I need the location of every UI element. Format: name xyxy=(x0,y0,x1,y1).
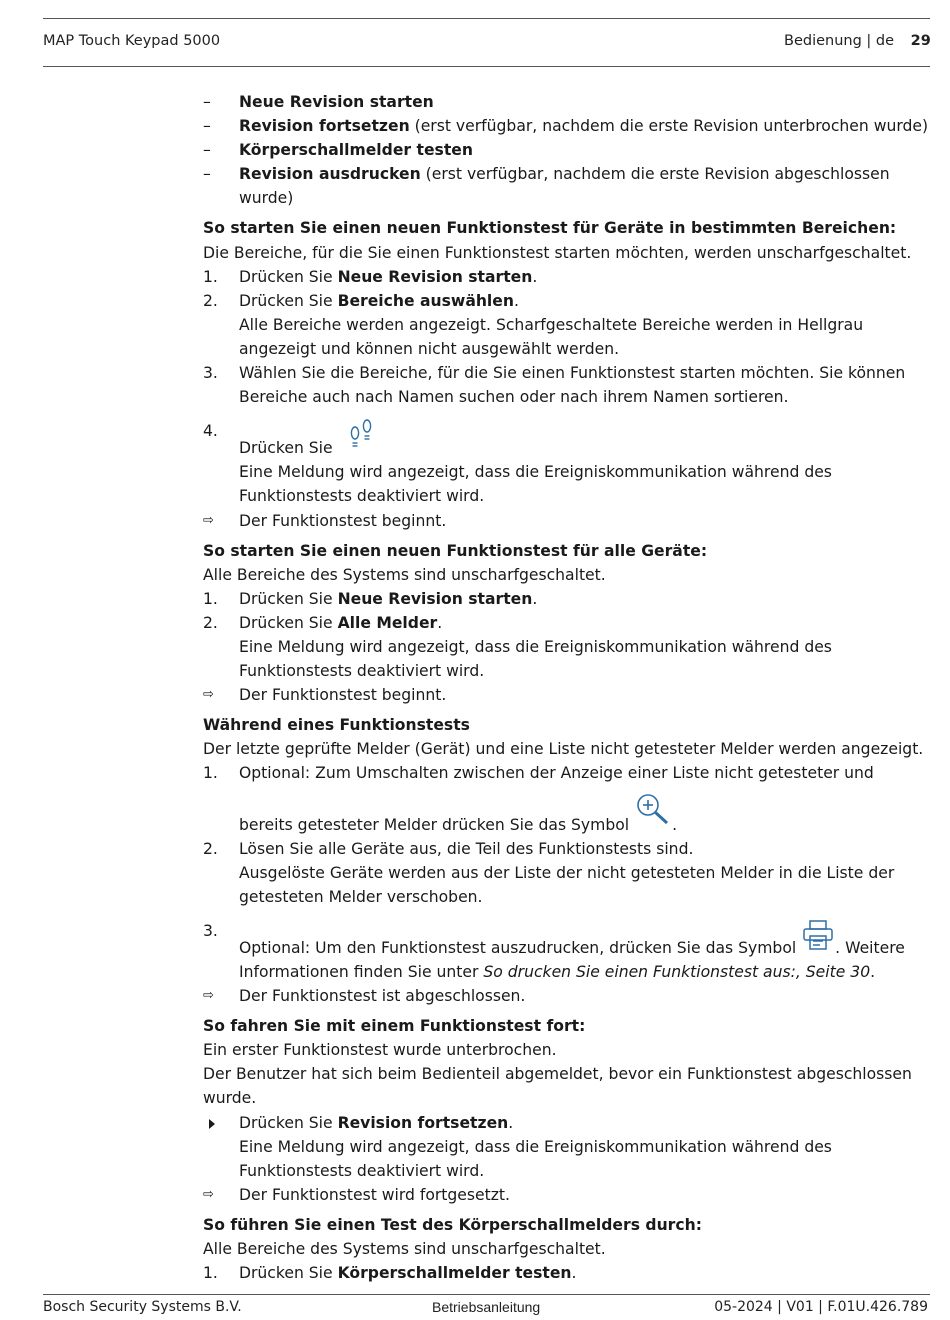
list-item xyxy=(203,114,930,138)
result-item xyxy=(203,509,930,533)
result-text: Der Funktionstest wird fortgesetzt. xyxy=(239,1185,510,1204)
step-number: 2. xyxy=(203,291,218,310)
step-text: Drücken Sie xyxy=(239,1113,338,1132)
step-text: Optional: Zum Umschalten zwischen der Anzeige einer Liste nicht getesteter und xyxy=(239,764,874,783)
step-item xyxy=(203,587,930,611)
triangle-bullet-icon xyxy=(209,1119,215,1129)
section-heading: So starten Sie einen neuen Funktionstest für alle Geräte: xyxy=(203,541,708,560)
dash-marker: – xyxy=(203,93,211,111)
step-note: Alle Bereiche werden angezeigt. Scharfgeschaltete Bereiche werden in Hellgrau angezeigt und können nicht ausgewählt werden. xyxy=(239,315,864,358)
step-text-end: . xyxy=(513,291,519,310)
header-top-rule xyxy=(43,18,930,19)
list-item xyxy=(203,90,930,114)
step-number: 1. xyxy=(203,267,218,286)
step-text-end: . xyxy=(532,589,538,608)
step-item xyxy=(203,611,930,683)
step-text: Drücken Sie xyxy=(239,267,338,286)
step-text-cont: Informationen finden Sie unter xyxy=(239,963,484,981)
step-note: Eine Meldung wird angezeigt, dass die Ereigniskommunikation während des Funktionstests deaktiviert wird. xyxy=(239,1137,832,1180)
step-note: Ausgelöste Geräte werden aus der Liste der nicht getesteten Melder in die Liste der getesteten Melder verschoben. xyxy=(239,863,895,906)
header-section xyxy=(784,33,931,49)
result-item xyxy=(203,1183,930,1207)
section-heading: So führen Sie einen Test des Körperschallmelders durch: xyxy=(203,1215,702,1234)
section-heading: So starten Sie einen neuen Funktionstest für Geräte in bestimmten Bereichen: xyxy=(203,219,897,238)
step-bold: Alle Melder xyxy=(337,613,438,632)
step-item xyxy=(203,409,930,508)
list-item xyxy=(203,162,930,210)
step-text-end: . xyxy=(672,815,678,834)
page-content xyxy=(203,90,930,1285)
section-heading: So fahren Sie mit einem Funktionstest fort: xyxy=(203,1017,586,1036)
step-item xyxy=(203,1261,930,1285)
step-text: Drücken Sie xyxy=(239,439,338,458)
step-item xyxy=(203,289,930,361)
result-text: Der Funktionstest beginnt. xyxy=(239,511,447,530)
footer-company: Bosch Security Systems B.V. xyxy=(43,1299,242,1315)
step-text-end: . Weitere xyxy=(835,938,905,957)
step-text: Drücken Sie xyxy=(239,291,338,310)
item-bold: Neue Revision starten xyxy=(239,93,434,111)
step-text: Wählen Sie die Bereiche, für die Sie einen Funktionstest starten möchten. Sie können Bereiche auch nach Namen suchen oder nach ihrem Namen sortieren. xyxy=(239,364,906,407)
step-text: Drücken Sie xyxy=(239,613,338,632)
section-intro: Die Bereiche, für die Sie einen Funktionstest starten möchten, werden unscharfgeschaltet. xyxy=(203,243,912,262)
step-number: 3. xyxy=(203,921,218,940)
dash-marker: – xyxy=(203,141,211,160)
step-item xyxy=(203,761,930,836)
step-text: Optional: Um den Funktionstest auszudrucken, drücken Sie das Symbol xyxy=(239,938,802,957)
footer-rule xyxy=(43,1294,930,1295)
section-intro: Der Benutzer hat sich beim Bedienteil abgemeldet, bevor ein Funktionstest abgeschlossen wurde. xyxy=(203,1065,912,1108)
section-intro: Der letzte geprüfte Melder (Gerät) und eine Liste nicht getesteter Melder werden angezeigt. xyxy=(203,740,924,759)
step-number: 1. xyxy=(203,764,218,783)
section-intro: Alle Bereiche des Systems sind unscharfgeschaltet. xyxy=(203,565,606,584)
step-number: 1. xyxy=(203,1264,218,1283)
header-bottom-rule xyxy=(43,66,930,67)
step-text-end: . xyxy=(870,963,876,981)
step-bold: Körperschallmelder testen xyxy=(337,1264,572,1283)
step-text-end: . xyxy=(532,267,538,286)
step-bold: Revision fortsetzen xyxy=(337,1113,509,1132)
step-text: Lösen Sie alle Geräte aus, die Teil des Funktionstests sind. xyxy=(239,839,694,858)
result-arrow-icon: ⇨ xyxy=(203,1186,214,1202)
step-note: Eine Meldung wird angezeigt, dass die Ereigniskommunikation während des Funktionstests deaktiviert wird. xyxy=(239,463,832,506)
footer-version: 05-2024 | V01 | F.01U.426.789 xyxy=(714,1299,928,1315)
dash-marker: – xyxy=(203,117,211,136)
step-item xyxy=(203,265,930,289)
header-title: MAP Touch Keypad 5000 xyxy=(43,33,221,49)
item-bold: Revision fortsetzen xyxy=(239,117,410,136)
result-arrow-icon: ⇨ xyxy=(203,988,214,1004)
step-number: 2. xyxy=(203,839,218,858)
step-item xyxy=(203,1111,930,1183)
step-bold: Neue Revision starten xyxy=(337,267,533,286)
step-number: 4. xyxy=(203,422,218,441)
step-item xyxy=(203,909,930,984)
result-arrow-icon: ⇨ xyxy=(203,512,214,528)
step-number: 3. xyxy=(203,364,218,383)
step-note: Eine Meldung wird angezeigt, dass die Ereigniskommunikation während des Funktionstests deaktiviert wird. xyxy=(239,637,832,681)
step-text: Drücken Sie xyxy=(239,1264,338,1283)
section-intro: Alle Bereiche des Systems sind unscharfgeschaltet. xyxy=(203,1240,606,1259)
result-text: Der Funktionstest beginnt. xyxy=(239,686,447,705)
step-number: 1. xyxy=(203,589,218,608)
result-arrow-icon: ⇨ xyxy=(203,687,214,703)
header-section-label: Bedienung | de xyxy=(784,33,895,49)
step-text: Drücken Sie xyxy=(239,589,338,608)
item-text: (erst verfügbar, nachdem die erste Revision unterbrochen wurde) xyxy=(409,117,929,136)
dash-marker: – xyxy=(203,165,211,184)
printer-icon xyxy=(801,919,835,958)
section-intro: Ein erster Funktionstest wurde unterbrochen. xyxy=(203,1041,557,1060)
section-heading: Während eines Funktionstests xyxy=(203,716,470,735)
step-text-cont: bereits getesteter Melder drücken Sie das Symbol xyxy=(239,815,635,834)
step-text-end: . xyxy=(437,613,443,632)
result-text: Der Funktionstest ist abgeschlossen. xyxy=(239,987,526,1006)
step-number: 2. xyxy=(203,613,218,632)
page-number: 29 xyxy=(910,33,931,49)
cross-reference-link[interactable]: So drucken Sie einen Funktionstest aus:, Seite 30 xyxy=(483,963,871,981)
result-item xyxy=(203,984,930,1008)
footer-doctype: Betriebsanleitung xyxy=(432,1299,541,1315)
step-item xyxy=(203,837,930,909)
item-bold: Körperschallmelder testen xyxy=(239,141,473,160)
item-text: (erst verfügbar, nachdem die erste Revision abgeschlossen wurde) xyxy=(239,165,890,208)
footsteps-icon xyxy=(346,419,376,458)
step-text-end: . xyxy=(508,1113,514,1132)
item-bold: Revision ausdrucken xyxy=(239,165,421,184)
result-item xyxy=(203,683,930,707)
step-item xyxy=(203,361,930,409)
list-item xyxy=(203,138,930,162)
step-bold: Neue Revision starten xyxy=(337,589,533,608)
zoom-in-icon xyxy=(634,792,672,835)
step-bold: Bereiche auswählen xyxy=(337,291,514,310)
step-text-end: . xyxy=(571,1264,577,1283)
